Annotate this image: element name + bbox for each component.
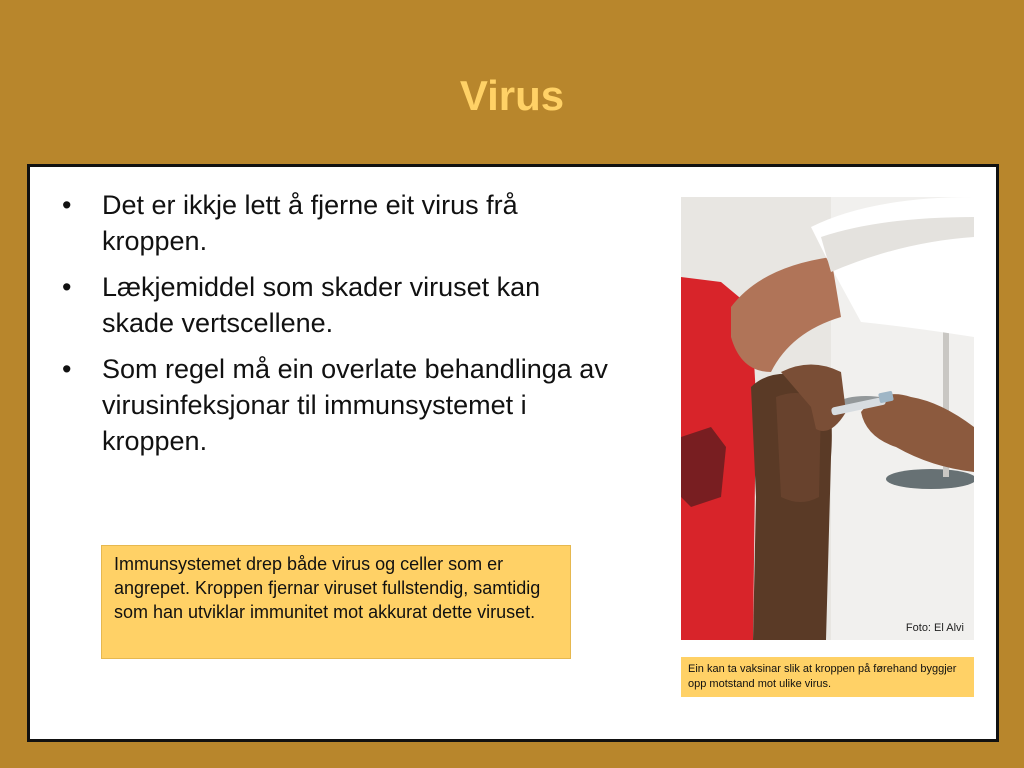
slide-title: Virus [459, 72, 565, 119]
info-box [101, 545, 571, 659]
bullet-item [56, 269, 616, 341]
bullet-icon: • [62, 354, 72, 384]
vaccination-photo [681, 197, 974, 640]
bullet-text: Lækjemiddel som skader viruset kan skade vertscellene. [102, 272, 541, 338]
caption-box [681, 657, 974, 697]
bullet-icon: • [62, 272, 72, 302]
bullet-text: Som regel må ein overlate behandlinga av virusinfeksjonar til immunsystemet i kroppen. [102, 354, 608, 456]
bullet-item [56, 351, 616, 459]
caption-text: Ein kan ta vaksinar slik at kroppen på førehand byggjer opp motstand mot ulike virus. [688, 663, 957, 690]
info-box-text: Immunsystemet drep både virus og celler som er angrepet. Kroppen fjernar viruset fullstendig, samtidig som han utviklar immunitet mot akkurat dette viruset. [114, 554, 541, 622]
bullet-item [56, 187, 616, 259]
photo-credit: Foto: El Alvi [905, 622, 964, 634]
bullet-icon: • [62, 190, 72, 220]
vaccination-illustration [681, 197, 974, 640]
bullet-list [56, 187, 616, 469]
content-panel [27, 164, 999, 742]
bullet-text: Det er ikkje lett å fjerne eit virus frå kroppen. [102, 190, 518, 256]
